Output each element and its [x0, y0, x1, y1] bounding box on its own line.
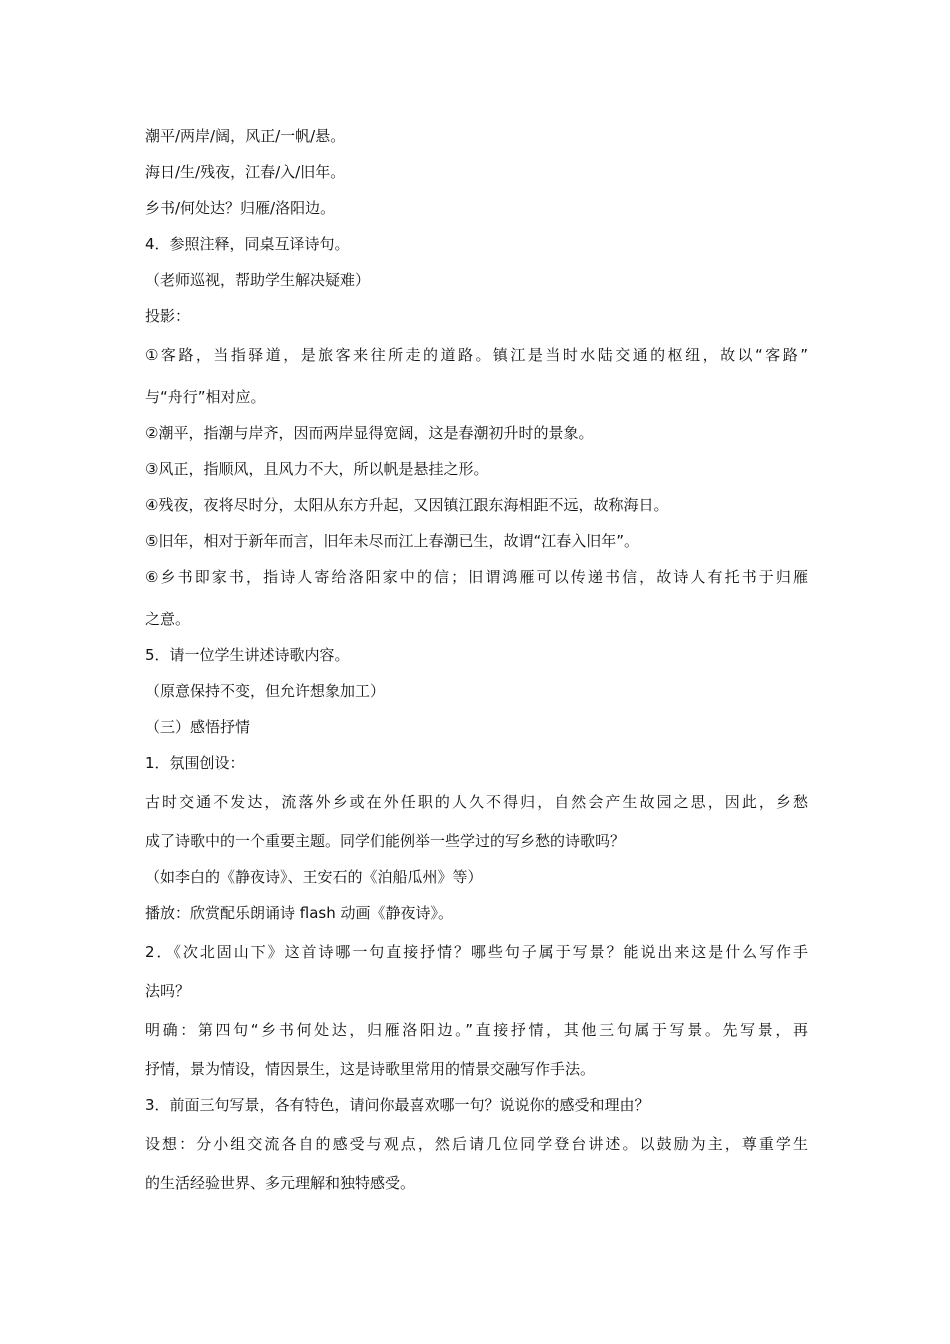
item-2-line-1: 2．《次北固山下》这首诗哪一句直接抒情？哪些句子属于写景？能说出来这是什么写作手	[145, 943, 808, 961]
answer-line-1: 明确：第四句“乡书何处达，归雁洛阳边。”直接抒情，其他三句属于写景。先写景，再	[145, 1021, 808, 1039]
poem-line-2: 海日/生/残夜，江春/入/旧年。	[145, 163, 346, 181]
note-1: ①客路，当指驿道，是旅客来往所走的道路。镇江是当时水陆交通的枢纽，故以“客路”	[145, 346, 808, 364]
teacher-note: （老师巡视，帮助学生解决疑难）	[145, 271, 371, 289]
paragraph-1-line-1: 古时交通不发达，流落外乡或在外任职的人久不得归，自然会产生故园之思，因此，乡愁	[145, 793, 808, 811]
paragraph-1-line-2: 成了诗歌中的一个重要主题。同学们能例举一些学过的写乡愁的诗歌吗？	[145, 832, 626, 850]
note-3: ③风正，指顺风，且风力不大，所以帆是悬挂之形。	[145, 460, 489, 478]
note-6: ⑥乡书即家书，指诗人寄给洛阳家中的信；旧谓鸿雁可以传递书信，故诗人有托书于归雁	[145, 568, 808, 586]
section-3-heading: （三）感悟抒情	[145, 718, 251, 736]
design-line-1: 设想：分小组交流各自的感受与观点，然后请几位同学登台讲述。以鼓励为主，尊重学生	[145, 1135, 808, 1153]
item-3-heading: 3．前面三句写景，各有特色，请问你最喜欢哪一句？说说你的感受和理由？	[145, 1096, 650, 1114]
item-1-heading: 1．氛围创设：	[145, 754, 245, 772]
step-4-heading: 4．参照注释，同桌互译诗句。	[145, 235, 350, 253]
design-line-2: 的生活经验世界、多元理解和独特感受。	[145, 1174, 416, 1192]
step-5-heading: 5．请一位学生讲述诗歌内容。	[145, 646, 350, 664]
playback-note: 播放：欣赏配乐朗诵诗 flash 动画《静夜诗》。	[145, 904, 453, 922]
note-5: ⑤旧年，相对于新年而言，旧年未尽而江上春潮已生，故谓“江春入旧年”。	[145, 532, 639, 550]
item-2-line-2: 法吗？	[145, 982, 191, 1000]
note-4: ④残夜，夜将尽时分，太阳从东方升起，又因镇江跟东海相距不远，故称海日。	[145, 496, 669, 514]
example-note: （如李白的《静夜诗》、王安石的《泊船瓜州》等）	[145, 868, 483, 886]
note-6-cont: 之意。	[145, 610, 191, 628]
projection-label: 投影：	[145, 307, 191, 325]
answer-line-2: 抒情，景为情设，情因景生，这是诗歌里常用的情景交融写作手法。	[145, 1060, 596, 1078]
step-5-note: （原意保持不变，但允许想象加工）	[145, 682, 386, 700]
poem-line-3: 乡书/何处达？归雁/洛阳边。	[145, 199, 336, 217]
note-1-cont: 与“舟行”相对应。	[145, 388, 266, 406]
note-2: ②潮平，指潮与岸齐，因而两岸显得宽阔，这是春潮初升时的景象。	[145, 424, 594, 442]
poem-line-1: 潮平/两岸/阔，风正/一帆/悬。	[145, 127, 346, 145]
